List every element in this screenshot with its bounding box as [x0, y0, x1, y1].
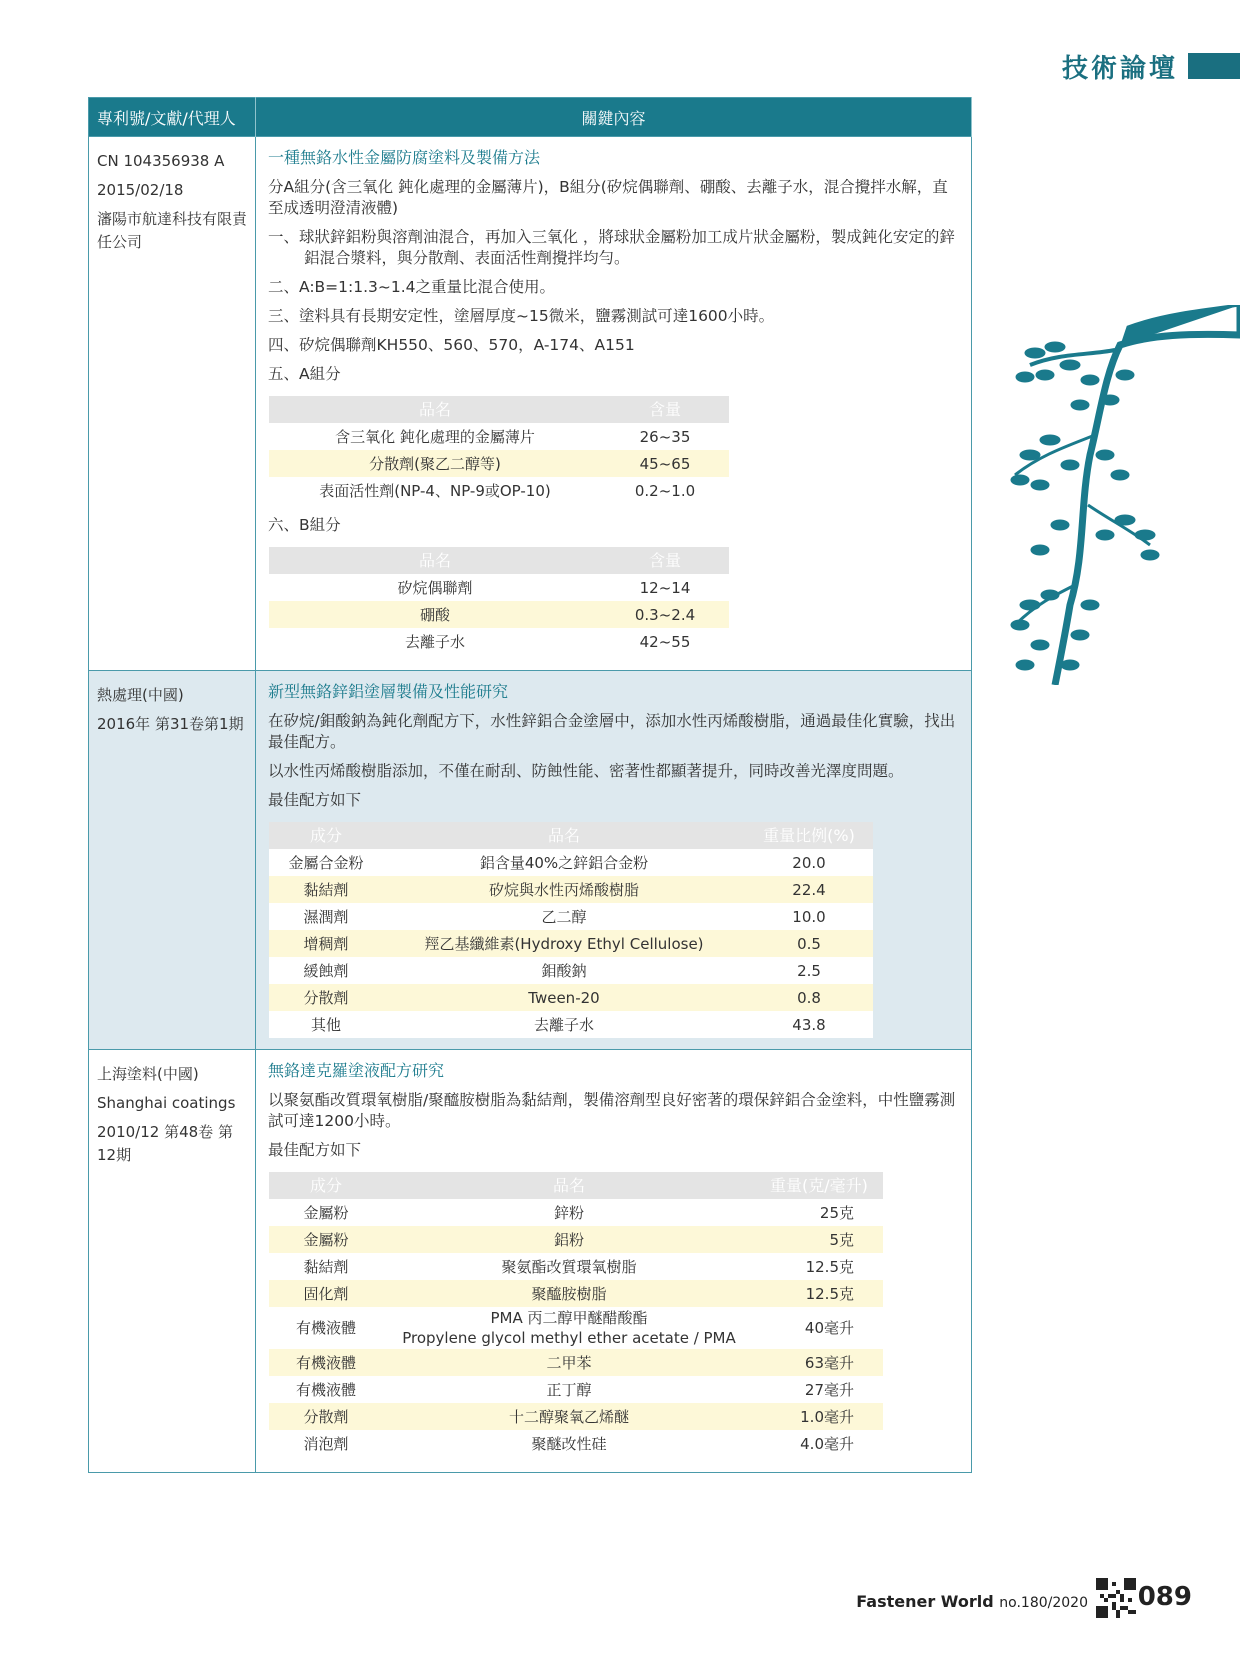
paragraph: 最佳配方如下 [268, 1141, 362, 1159]
cell: 濕潤劑 [269, 903, 383, 930]
cell: 42~55 [639, 632, 691, 651]
cell: 羥乙基纖維素(Hydroxy Ethyl Cellulose) [383, 930, 745, 957]
cell: 2.5 [745, 957, 873, 984]
source-line: 熱處理(中國) [97, 686, 184, 704]
tree-branch-illustration [1010, 305, 1240, 685]
cell: 表面活性劑(NP-4、NP-9或OP-10) [319, 481, 551, 500]
cell: 45~65 [601, 450, 729, 477]
header-cell: 含量 [601, 547, 729, 574]
cell: 金屬粉 [269, 1226, 383, 1253]
cell: 鉬酸鈉 [383, 957, 745, 984]
row-source [89, 671, 256, 1050]
cell: 緩蝕劑 [269, 957, 383, 984]
cell: 鋁粉 [383, 1226, 755, 1253]
row-content [256, 137, 972, 671]
cell: 12.5克 [755, 1280, 883, 1307]
cell: 鋅粉 [553, 1203, 584, 1222]
cell: 金屬粉 [303, 1203, 349, 1222]
row-source [89, 1050, 256, 1473]
cell: 0.5 [745, 930, 873, 957]
header-cell: 品名 [383, 1172, 755, 1199]
source-line: CN 104356938 A [97, 152, 225, 170]
cell: 去離子水 [383, 1011, 745, 1038]
page-number: 089 [1137, 1582, 1192, 1612]
section-title [1062, 50, 1240, 82]
section-title-text: 技術論壇 [1061, 53, 1178, 84]
cell: 含三氧化 鈍化處理的金屬薄片 [335, 427, 535, 446]
issue-number: no.180/2020 [999, 1595, 1088, 1611]
header-cell: 品名 [383, 822, 745, 849]
cell: 4.0毫升 [800, 1434, 854, 1453]
col-header-patent: 專利號/文獻/代理人 [89, 98, 256, 137]
component-b-table [268, 546, 730, 656]
cell-line: Propylene glycol methyl ether acetate / PMA [402, 1329, 736, 1347]
table-row [269, 1349, 883, 1376]
source-line: 2016年 第31卷第1期 [97, 715, 244, 733]
qr-code-icon [1096, 1578, 1136, 1618]
cell: 乙二醇 [383, 903, 745, 930]
page-footer [820, 1574, 1240, 1624]
cell: 27毫升 [804, 1380, 854, 1399]
table-row [269, 903, 873, 930]
cell: 25克 [819, 1203, 854, 1222]
cell: 聚醚改性硅 [531, 1434, 607, 1453]
table-row [269, 849, 873, 876]
cell: 26~35 [639, 427, 691, 446]
cell-line: PMA 丙二醇甲醚醋酸酯 [490, 1309, 648, 1327]
header-cell: 重量比例(%) [745, 822, 873, 849]
source-line: 2010/12 第48卷 第12期 [97, 1123, 233, 1164]
header-cell: 品名 [269, 396, 601, 423]
cell: 有機液體 [269, 1307, 383, 1349]
paragraph: 六、B組分 [268, 516, 341, 534]
header-cell: 成分 [269, 1172, 383, 1199]
paragraph: 分A組分(含三氧化 鈍化處理的金屬薄片)，B組分(矽烷偶聯劑、硼酸、去離子水，混合攪拌水解，直至成透明澄清液體) [268, 178, 948, 217]
cell: 正丁醇 [546, 1380, 592, 1399]
cell: 十二醇聚氧乙烯醚 [383, 1403, 755, 1430]
table-row [269, 1376, 883, 1403]
table-row [269, 477, 729, 504]
cell: 有機液體 [269, 1349, 383, 1376]
col-header-content: 關鍵內容 [256, 98, 972, 137]
header-cell: 品名 [269, 547, 601, 574]
table-row [269, 930, 873, 957]
paragraph: 五、A組分 [268, 365, 341, 383]
formula-table [268, 821, 874, 1039]
cell: 20.0 [745, 849, 873, 876]
component-a-table [268, 395, 730, 505]
cell: 矽烷與水性丙烯酸樹脂 [383, 876, 745, 903]
cell: 1.0毫升 [755, 1403, 883, 1430]
cell: Tween-20 [383, 984, 745, 1011]
cell [383, 1307, 755, 1349]
table-row [269, 601, 729, 628]
table-row [269, 984, 873, 1011]
cell: 有機液體 [295, 1380, 356, 1399]
cell: 金屬合金粉 [269, 849, 383, 876]
cell: 分散劑 [269, 1403, 383, 1430]
header-cell: 成分 [269, 822, 383, 849]
table-row [89, 671, 972, 1050]
paragraph: 最佳配方如下 [268, 791, 362, 809]
table-row [89, 1050, 972, 1473]
section-title-bar [1188, 53, 1240, 79]
paragraph: 一、球狀鋅鋁粉與溶劑油混合，再加入三氧化 ，將球狀金屬粉加工成片狀金屬粉，製成鈍化安定的鋅鋁混合漿料，與分散劑、表面活性劑攪拌均勻。 [268, 228, 955, 267]
cell: 二甲苯 [383, 1349, 755, 1376]
header-cell: 含量 [601, 396, 729, 423]
table-row [269, 628, 729, 655]
cell: 5克 [755, 1226, 883, 1253]
paragraph: 以水性丙烯酸樹脂添加，不僅在耐刮、防蝕性能、密著性都顯著提升，同時改善光澤度問題。 [268, 762, 904, 780]
cell: 鋁含量40%之鋅鋁合金粉 [383, 849, 745, 876]
cell: 40毫升 [755, 1307, 883, 1349]
cell: 增稠劑 [269, 930, 383, 957]
row-title: 無鉻達克羅塗液配方研究 [268, 1061, 445, 1080]
brand-name: Fastener World [856, 1592, 994, 1611]
source-line: Shanghai coatings [97, 1094, 236, 1112]
cell: 聚醯胺樹脂 [383, 1280, 755, 1307]
cell: 其他 [269, 1011, 383, 1038]
table-row [269, 1430, 883, 1457]
cell: 固化劑 [269, 1280, 383, 1307]
source-line: 瀋陽市航達科技有限責任公司 [97, 210, 248, 251]
paragraph: 二、A:B=1:1.3~1.4之重量比混合使用。 [268, 278, 556, 296]
paragraph: 四、矽烷偶聯劑KH550、560、570，A-174、A151 [268, 336, 635, 354]
cell: 10.0 [745, 903, 873, 930]
table-row [269, 1280, 883, 1307]
row-title: 一種無鉻水性金屬防腐塗料及製備方法 [268, 148, 541, 167]
cell: 聚氨酯改質環氧樹脂 [501, 1257, 637, 1276]
table-row [269, 1199, 883, 1226]
table-row [269, 1403, 883, 1430]
cell: 22.4 [745, 876, 873, 903]
cell: 43.8 [745, 1011, 873, 1038]
row-content [256, 671, 972, 1050]
cell: 63毫升 [755, 1349, 883, 1376]
source-line: 上海塗料(中國) [97, 1065, 199, 1083]
cell: 分散劑 [269, 984, 383, 1011]
cell: 0.8 [745, 984, 873, 1011]
cell: 黏結劑 [269, 876, 383, 903]
patent-table [88, 97, 972, 1473]
cell: 12~14 [639, 578, 691, 597]
cell: 矽烷偶聯劑 [397, 578, 473, 597]
paragraph: 在矽烷/鉬酸鈉為鈍化劑配方下，水性鋅鋁合金塗層中，添加水性丙烯酸樹脂，通過最佳化實驗，找出最佳配方。 [268, 712, 956, 751]
table-row [89, 137, 972, 671]
cell: 0.2~1.0 [634, 481, 696, 500]
magazine-brand [856, 1592, 1088, 1611]
source-line: 2015/02/18 [97, 181, 184, 199]
paragraph: 三、塗料具有長期安定性，塗層厚度~15微米，鹽霧測試可達1600小時。 [268, 307, 775, 325]
table-row [269, 423, 729, 450]
formula-table [268, 1171, 884, 1458]
row-content [256, 1050, 972, 1473]
cell: 黏結劑 [303, 1257, 349, 1276]
table-row [269, 450, 729, 477]
table-row [269, 1011, 873, 1038]
row-source [89, 137, 256, 671]
table-row [269, 1226, 883, 1253]
table-row [269, 1307, 883, 1349]
header-cell: 重量(克/毫升) [755, 1172, 883, 1199]
table-row [269, 574, 729, 601]
paragraph: 以聚氨酯改質環氧樹脂/聚醯胺樹脂為黏結劑，製備溶劑型良好密著的環保鋅鋁合金塗料，中性鹽霧測試可達1200小時。 [268, 1091, 956, 1130]
table-row [269, 876, 873, 903]
cell: 分散劑(聚乙二醇等) [269, 450, 601, 477]
table-row [269, 1253, 883, 1280]
row-title: 新型無鉻鋅鋁塗層製備及性能研究 [268, 682, 509, 701]
cell: 硼酸 [269, 601, 601, 628]
cell: 消泡劑 [303, 1434, 349, 1453]
table-row [269, 957, 873, 984]
cell: 12.5克 [805, 1257, 854, 1276]
cell: 去離子水 [404, 632, 465, 651]
cell: 0.3~2.4 [601, 601, 729, 628]
